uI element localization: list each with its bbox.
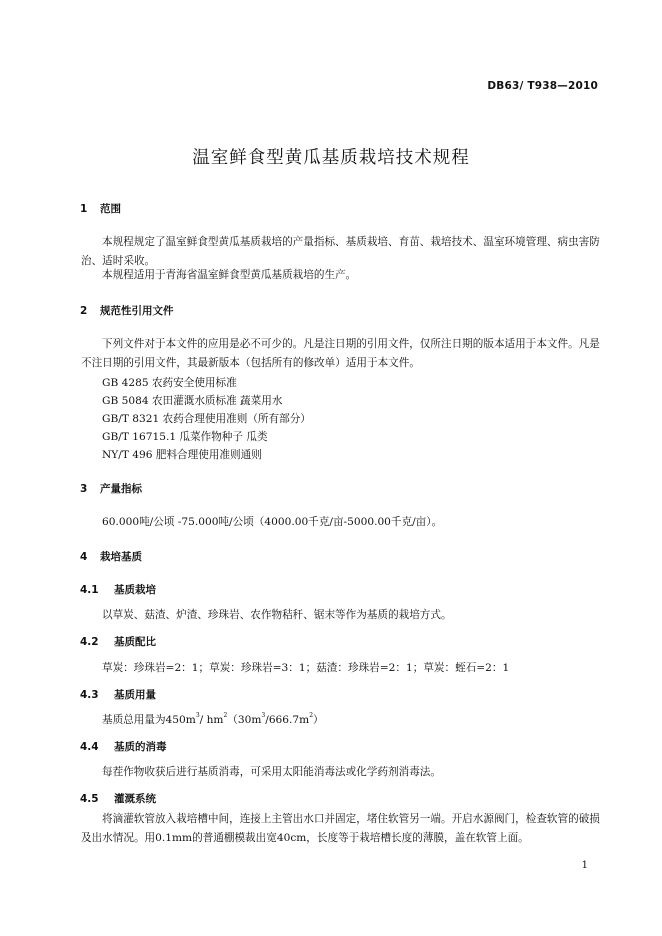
paragraph-text: 本规程适用于青海省温室鲜食型黄瓜基质栽培的生产。 xyxy=(102,269,357,281)
document-title: 温室鲜食型黄瓜基质栽培技术规程 xyxy=(192,148,470,168)
section-3-heading xyxy=(80,481,142,496)
section-2-paragraph-1 xyxy=(81,335,601,372)
section-title: 规范性引用文件 xyxy=(100,305,174,317)
section-title: 基质用量 xyxy=(114,689,156,701)
text-part: 基质总用量为450m xyxy=(102,714,196,726)
standard-code: DB63/ T938—2010 xyxy=(487,80,598,92)
text-part: （30m xyxy=(227,714,262,726)
section-number: 4.3 xyxy=(80,689,99,701)
reference-item: GB 5084 农田灌溉水质标准 蔬菜用水 xyxy=(102,395,283,407)
section-title: 范围 xyxy=(100,203,121,215)
text-part: ） xyxy=(313,714,324,726)
superscript: 3 xyxy=(195,712,200,719)
section-4-heading xyxy=(80,549,142,564)
subsection-4-4-text: 每茬作物收获后进行基质消毒，可采用太阳能消毒法或化学药剂消毒法。 xyxy=(102,766,441,778)
section-title: 栽培基质 xyxy=(100,551,142,563)
section-1-paragraph-2 xyxy=(81,266,601,285)
subsection-4-4-heading xyxy=(80,739,167,754)
page-number: 1 xyxy=(581,860,588,871)
subsection-4-2-heading xyxy=(80,634,156,649)
subsection-4-1-text: 以草炭、菇渣、炉渣、珍珠岩、农作物秸秆、锯末等作为基质的栽培方式。 xyxy=(102,609,452,621)
section-1-paragraph-1 xyxy=(81,233,601,270)
section-number: 3 xyxy=(80,483,88,495)
section-title: 基质栽培 xyxy=(114,584,156,596)
reference-item: GB/T 16715.1 瓜菜作物种子 瓜类 xyxy=(102,431,268,443)
section-number: 2 xyxy=(80,305,88,317)
section-number: 4 xyxy=(80,551,88,563)
section-number: 4.2 xyxy=(80,636,99,648)
reference-item: GB/T 8321 农药合理使用准则（所有部分） xyxy=(102,413,311,425)
paragraph-text: 下列文件对于本文件的应用是必不可少的。凡是注日期的引用文件，仅所注日期的版本适用于本文件。凡是不注日期的引用文件，其最新版本（包括所有的修改单）适用于本文件。 xyxy=(81,338,600,369)
section-title: 基质配比 xyxy=(114,636,156,648)
paragraph-text: 本规程规定了温室鲜食型黄瓜基质栽培的产量指标、基质栽培、育苗、栽培技术、温室环境管理、病虫害防治、适时采收。 xyxy=(81,236,600,267)
section-number: 4.4 xyxy=(80,741,99,753)
superscript: 3 xyxy=(261,712,266,719)
section-title: 灌溉系统 xyxy=(114,793,156,805)
superscript: 2 xyxy=(223,712,228,719)
reference-item: GB 4285 农药安全使用标准 xyxy=(102,377,237,389)
subsection-4-3-heading xyxy=(80,687,156,702)
subsection-4-1-heading xyxy=(80,582,156,597)
section-1-heading xyxy=(80,201,121,216)
superscript: 2 xyxy=(309,712,314,719)
subsection-4-2-text: 草炭：珍珠岩=2：1；草炭：珍珠岩=3：1；菇渣：珍珠岩=2：1；草炭：蛭石=2：1 xyxy=(102,662,510,674)
subsection-4-5-text xyxy=(81,810,601,847)
paragraph-text: 将滴灌软管放入栽培槽中间，连接上主管出水口并固定，堵住软管另一端。开启水源阀门，检查软管的破损及出水情况。用0.1mm的普通棚模裁出宽40cm，长度等于栽培槽长度的薄膜，盖在软管上面。 xyxy=(81,813,600,844)
section-title: 产量指标 xyxy=(100,483,142,495)
section-number: 4.1 xyxy=(80,584,99,596)
section-3-text: 60.000吨/公顷 -75.000吨/公顷（4000.00千克/亩-5000.00千克/亩）。 xyxy=(102,516,443,528)
section-2-heading xyxy=(80,303,174,318)
section-number: 1 xyxy=(80,203,88,215)
text-part: / hm xyxy=(199,714,224,726)
section-title: 基质的消毒 xyxy=(114,741,167,753)
text-part: /666.7m xyxy=(265,714,310,726)
section-number: 4.5 xyxy=(80,793,99,805)
reference-item: NY/T 496 肥料合理使用准则通则 xyxy=(102,449,262,461)
subsection-4-5-heading xyxy=(80,791,156,806)
subsection-4-3-text xyxy=(102,712,324,727)
